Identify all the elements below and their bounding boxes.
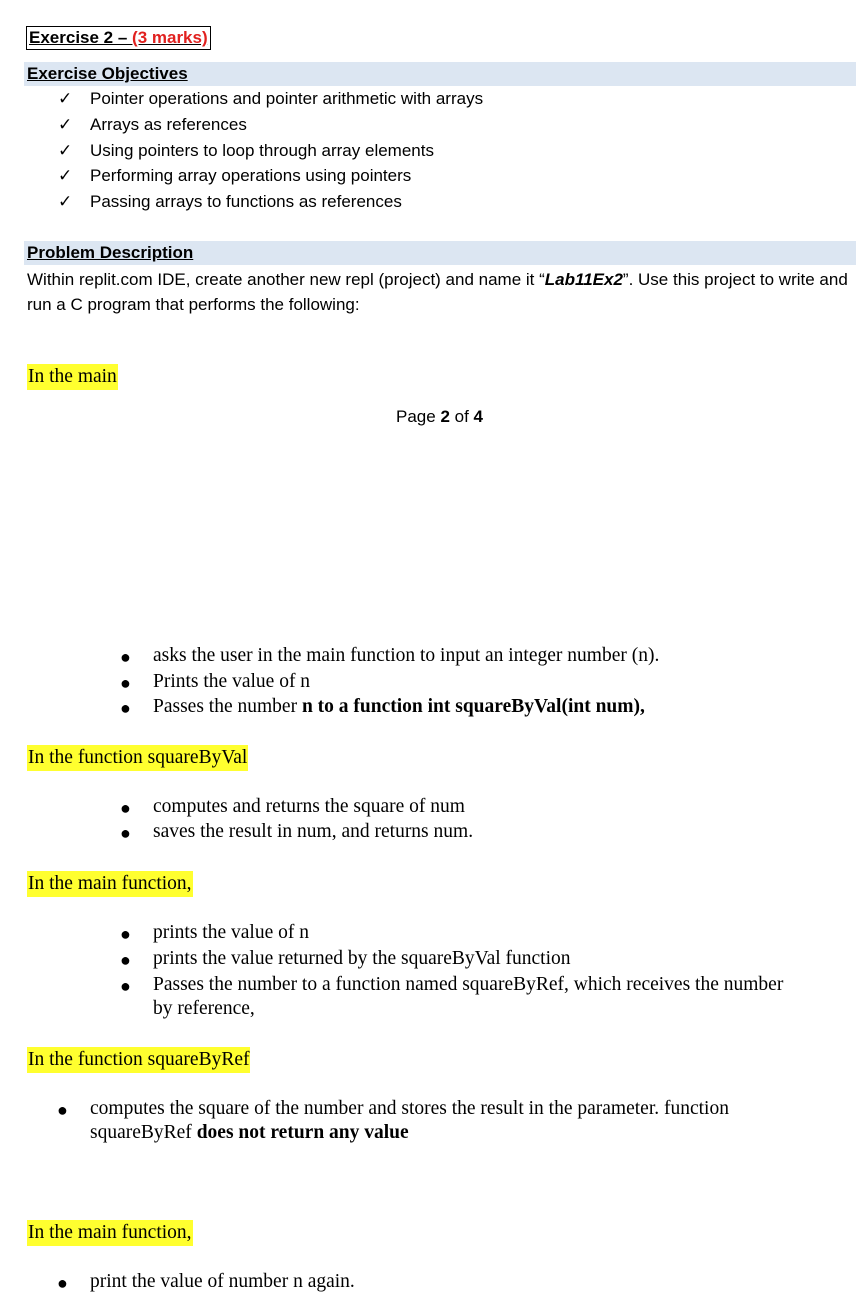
page-current: 2 xyxy=(440,407,450,426)
bullet-icon: ● xyxy=(120,698,131,718)
objective-item: Pointer operations and pointer arithmetic with arrays xyxy=(90,89,484,108)
exercise-title-text: Exercise 2 – xyxy=(29,28,133,47)
list-item-bold: does not return any value xyxy=(196,1122,409,1143)
list-item: prints the value of n xyxy=(153,922,309,943)
bullet-icon: ● xyxy=(120,950,131,970)
objective-item: Using pointers to loop through array elements xyxy=(90,141,434,160)
bullet-icon: ● xyxy=(120,673,131,693)
problem-heading-band xyxy=(24,241,856,265)
list-item: prints the value returned by the squareByVal function xyxy=(153,948,571,969)
list-item: print the value of number n again. xyxy=(90,1271,355,1292)
bullet-icon: ● xyxy=(120,976,131,996)
page-middle: of xyxy=(449,407,474,426)
problem-description xyxy=(27,268,859,317)
list-item: computes the square of the number and stores the result in the parameter. function xyxy=(90,1098,729,1119)
list-item-continuation xyxy=(90,1122,409,1144)
list-item-prefix: Passes the number xyxy=(153,696,302,717)
page-footer xyxy=(396,407,483,427)
section-label-main-function-final: In the main function, xyxy=(27,1220,193,1246)
objectives-heading: Exercise Objectives xyxy=(27,64,188,83)
bullet-icon: ● xyxy=(120,798,131,818)
objective-item: Passing arrays to functions as references xyxy=(90,192,402,211)
checkmark-icon: ✓ xyxy=(58,115,73,134)
bullet-icon: ● xyxy=(57,1100,68,1120)
list-item-bold: n to a function int squareByVal(int num), xyxy=(301,696,645,717)
list-item-continuation: by reference, xyxy=(153,998,255,1019)
bullet-icon: ● xyxy=(57,1273,68,1293)
list-item xyxy=(153,696,645,718)
list-item: Prints the value of n xyxy=(153,671,311,692)
objective-item: Arrays as references xyxy=(90,115,247,134)
bullet-icon: ● xyxy=(120,647,131,667)
exercise-title xyxy=(26,26,211,50)
list-item: computes and returns the square of num xyxy=(153,796,465,817)
page-prefix: Page xyxy=(396,407,441,426)
list-item: asks the user in the main function to input an integer number (n). xyxy=(153,645,660,666)
bullet-icon: ● xyxy=(120,924,131,944)
checkmark-icon: ✓ xyxy=(58,89,73,108)
checkmark-icon: ✓ xyxy=(58,166,73,185)
project-name: Lab11Ex2 xyxy=(544,270,623,289)
section-label-square-by-val: In the function squareByVal xyxy=(27,745,248,771)
objectives-heading-band xyxy=(24,62,856,86)
list-item: Passes the number to a function named squareByRef, which receives the number xyxy=(153,974,784,995)
section-label-square-by-ref: In the function squareByRef xyxy=(27,1047,250,1073)
section-label-main-function: In the main function, xyxy=(27,871,193,897)
list-item-prefix: squareByRef xyxy=(90,1122,197,1143)
objective-item: Performing array operations using pointers xyxy=(90,166,412,185)
checkmark-icon: ✓ xyxy=(58,192,73,211)
bullet-icon: ● xyxy=(120,823,131,843)
section-label-main: In the main xyxy=(27,364,118,390)
problem-text-after: ”. Use this project to write and run a C program that performs the following: xyxy=(27,270,848,314)
page-total: 4 xyxy=(473,407,483,426)
checkmark-icon: ✓ xyxy=(58,141,73,160)
list-item: saves the result in num, and returns num. xyxy=(153,821,474,842)
problem-heading: Problem Description xyxy=(27,243,194,262)
problem-text-before: Within replit.com IDE, create another new repl (project) and name it “ xyxy=(27,270,545,289)
exercise-marks: (3 marks) xyxy=(132,28,208,47)
